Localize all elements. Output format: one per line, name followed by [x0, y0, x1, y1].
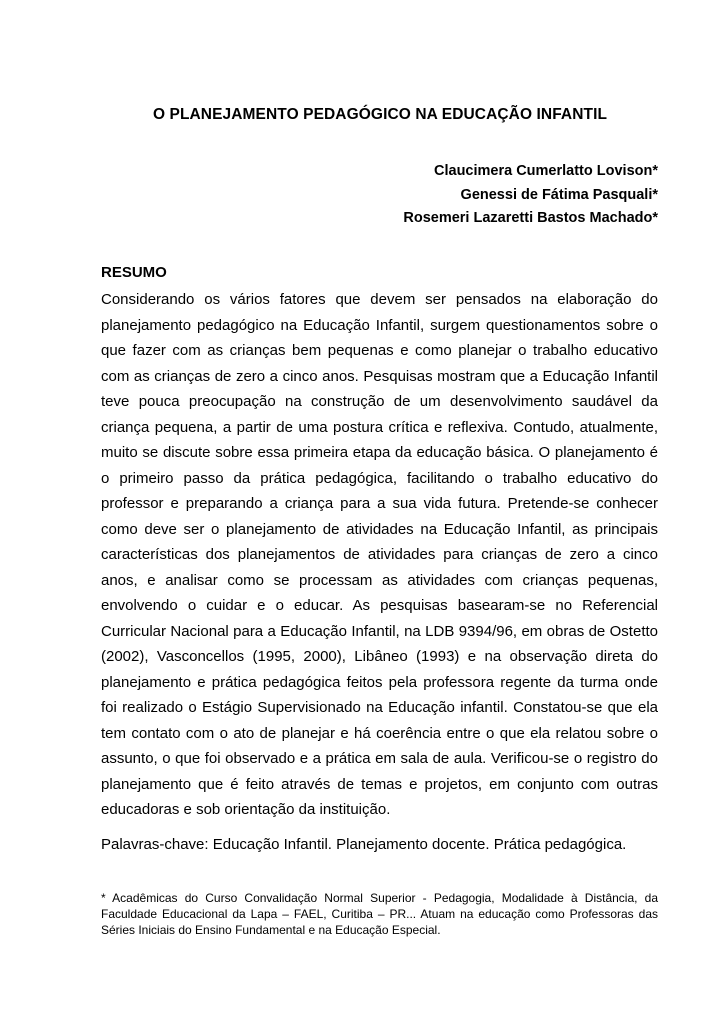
- footnote: * Acadêmicas do Curso Convalidação Normal Superior - Pedagogia, Modalidade à Distância, da Faculdade Educacional da Lapa – FAEL, Curitiba – PR... Atuam na educação como Professoras das Séries Iniciais do Ensino Fundamental e na Educação Especial.: [101, 891, 658, 937]
- document-title: O PLANEJAMENTO PEDAGÓGICO NA EDUCAÇÃO INFANTIL: [152, 106, 608, 123]
- abstract-heading: RESUMO: [101, 264, 167, 281]
- author-name: Claucimera Cumerlatto Lovison*: [434, 163, 658, 179]
- author-list: [403, 160, 658, 231]
- author-name: Genessi de Fátima Pasquali*: [460, 186, 658, 203]
- keywords: Palavras-chave: Educação Infantil. Planejamento docente. Prática pedagógica.: [101, 836, 627, 853]
- author-name: Rosemeri Lazaretti Bastos Machado*: [403, 210, 658, 226]
- abstract-text: Considerando os vários fatores que devem ser pensados na elaboração do planejamento pedagógico na Educação Infantil, surgem questionamentos sobre o que fazer com as crianças bem pequenas e como planejar o trabalho educativo com as crianças de zero a cinco anos. Pesquisas mostram que a Educação Infantil teve pouca preocupação na construção de um desenvolvimento saudável da criança pequena, a partir de uma postura crítica e reflexiva. Contudo, atualmente, muito se discute sobre essa primeira etapa da educação básica. O planejamento é o primeiro passo da prática pedagógica, facilitando o trabalho educativo do professor e preparando a criança para a sua vida futura. Pretende-se conhecer como deve ser o planejamento de atividades na Educação Infantil, as principais características dos planejamentos de atividades para crianças de zero a cinco anos, e analisar como se processam as atividades com crianças pequenas, envolvendo o cuidar e o educar. As pesquisas basearam-se no Referencial Curricular Nacional para a Educação Infantil, na LDB 9394/96, em obras de Ostetto (2002), Vasconcellos (1995, 2000), Libâneo (1993) e na observação direta do planejamento e prática pedagógica feitos pela professora regente da turma onde foi realizado o Estágio Supervisionado na Educação infantil. Constatou-se que ela tem contato com o ato de planejar e há coerência entre o que ela relatou sobre o assunto, o que foi observado e a prática em sala de aula. Verificou-se o registro do planejamento que é feito através de temas e projetos, em conjunto com outras educadoras e sob orientação da instituição.: [101, 291, 658, 818]
